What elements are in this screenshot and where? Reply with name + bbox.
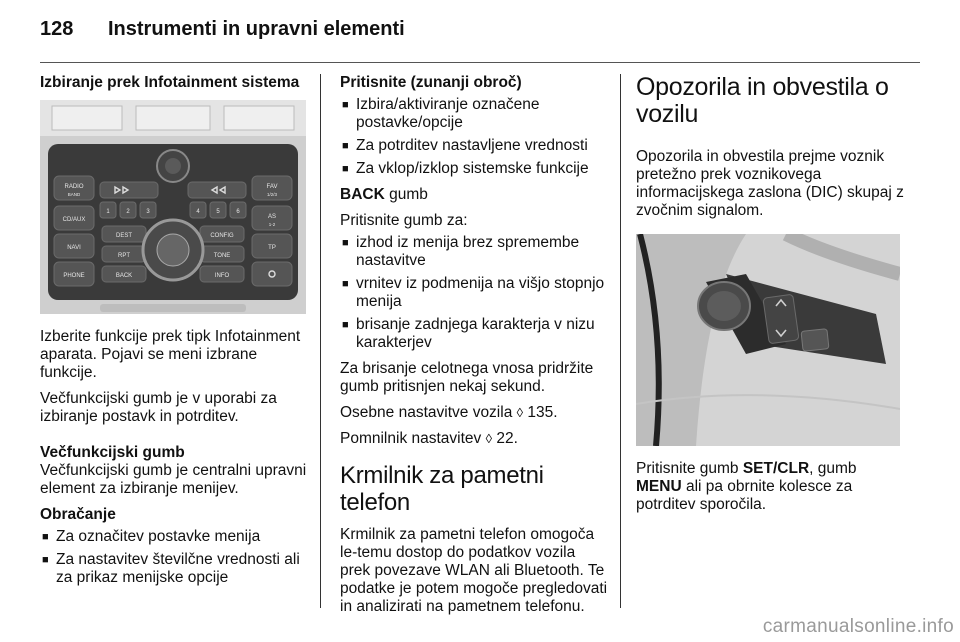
set-clr-label: SET/CLR <box>742 460 810 477</box>
panel-label-as: AS <box>267 214 277 220</box>
list-item: ■ izhod iz menija brez spremembe nastavitve <box>340 234 608 270</box>
panel-label-navi: NAVI <box>67 245 81 251</box>
panel-label-back: BACK <box>115 273 133 279</box>
list-item: ■ brisanje zadnjega karakterja v nizu karakterjev <box>340 316 608 352</box>
column-divider-1 <box>320 74 321 608</box>
list-item: ■ Za potrditev nastavljene vrednosti <box>340 137 608 155</box>
panel-label-dest: DEST <box>115 233 133 239</box>
panel-label-band: BAND <box>67 192 81 197</box>
paragraph-warnings-dic: Opozorila in obvestila prejme voznik pretežno prek voznikovega informacijskega zaslona (DIC) skupaj z zvočnim signalom. <box>636 148 904 219</box>
header-rule <box>40 62 920 63</box>
panel-label-tp: TP <box>268 245 276 251</box>
column-divider-2 <box>620 74 621 608</box>
stalk-control-figure <box>636 234 900 446</box>
list-item: ■ Za označitev postavke menija <box>40 528 308 546</box>
panel-label-as-sub: 1-2 <box>268 222 276 227</box>
subheading-turning: Obračanje <box>40 506 116 523</box>
panel-label-tone: TONE <box>213 253 231 259</box>
paragraph-delete-entry: Za brisanje celotnega vnosa pridržite gumb pritisnjen nekaj sekund. <box>340 360 594 395</box>
column-1 <box>40 74 308 595</box>
list-item: ■ vrnitev iz podmenija na višjo stopnjo menija <box>340 275 608 311</box>
page-reference-icon: ◊ <box>516 405 524 420</box>
back-label: BACK <box>340 186 385 203</box>
section-heading-warnings: Opozorila in obvestila o vozilu <box>636 73 889 128</box>
column-3 <box>636 74 906 522</box>
paragraph-multifunction-central: Večfunkcijski gumb je centralni upravni element za izbiranje menijev. <box>40 462 307 497</box>
paragraph-memory-settings: Pomnilnik nastavitev ◊ 22. <box>340 430 518 447</box>
bullet-list-turning <box>40 528 308 587</box>
page-reference-icon: ◊ <box>485 431 493 446</box>
list-item: ■ Izbira/aktiviranje označene postavke/opcije <box>340 96 608 132</box>
section-heading-selection: Izbiranje prek Infotainment sistema <box>40 74 300 91</box>
paragraph-multifunction-use: Večfunkcijski gumb je v uporabi za izbiranje postavk in potrditev. <box>40 390 277 425</box>
menu-button <box>801 329 829 352</box>
paragraph-personal-settings: Osebne nastavitve vozila ◊ 135. <box>340 404 558 421</box>
panel-label-phone: PHONE <box>63 273 85 279</box>
paragraph-smartphone-controller: Krmilnik za pametni telefon omogoča le-temu dostop do podatkov vozila prek povezave WLAN ali Bluetooth. Te podatke je potem mogoče pregledovati in analizirati na pametnem telefonu. <box>340 526 608 615</box>
panel-label-fav: FAV <box>266 184 278 190</box>
menu-label: MENU <box>636 478 682 495</box>
back-suffix: gumb <box>384 186 428 203</box>
panel-label-preset-1: 1 <box>106 209 110 215</box>
panel-label-info: INFO <box>214 273 230 279</box>
page-reference-135[interactable]: 135. <box>523 404 558 421</box>
column-2 <box>340 74 608 624</box>
panel-label-preset-2: 2 <box>126 209 130 215</box>
panel-label-fav-sub: 1/2/3 <box>266 192 278 197</box>
bullet-list-press <box>340 96 608 178</box>
panel-label-rpt: RPT <box>118 253 130 259</box>
page-reference-22[interactable]: 22. <box>492 430 518 447</box>
panel-label-cdaux: CD/AUX <box>62 217 86 223</box>
paragraph-press-button-for: Pritisnite gumb za: <box>340 212 468 229</box>
page-number: 128 <box>40 18 74 40</box>
section-heading-smartphone: Krmilnik za pametni telefon <box>340 462 544 516</box>
paragraph-select-functions: Izberite funkcije prek tipk Infotainment aparata. Pojavi se meni izbrane funkcije. <box>40 328 301 381</box>
bullet-list-back <box>340 234 608 352</box>
page-header <box>40 14 920 54</box>
list-item: ■ Za vklop/izklop sistemske funkcije <box>340 160 608 178</box>
panel-label-preset-3: 3 <box>146 209 150 215</box>
subheading-multifunction-knob: Večfunkcijski gumb <box>40 444 185 461</box>
page-title: Instrumenti in upravni elementi <box>108 18 405 40</box>
panel-label-preset-4: 4 <box>196 209 200 215</box>
infotainment-panel-figure <box>40 100 306 314</box>
paragraph-confirm-message: Pritisnite gumb SET/CLR, gumb MENU ali pa obrnite kolesce za potrditev sporočila. <box>636 460 857 513</box>
subheading-press-outer-ring: Pritisnite (zunanji obroč) <box>340 74 522 91</box>
panel-label-config: CONFIG <box>210 233 234 239</box>
list-item: ■ Za nastavitev številčne vrednosti ali za prikaz menijske opcije <box>40 551 308 587</box>
panel-label-preset-6: 6 <box>236 209 240 215</box>
paragraph-back-button <box>340 186 608 204</box>
panel-label-radio: RADIO <box>64 184 84 190</box>
panel-label-preset-5: 5 <box>216 209 220 215</box>
watermark: carmanualsonline.info <box>762 616 954 637</box>
